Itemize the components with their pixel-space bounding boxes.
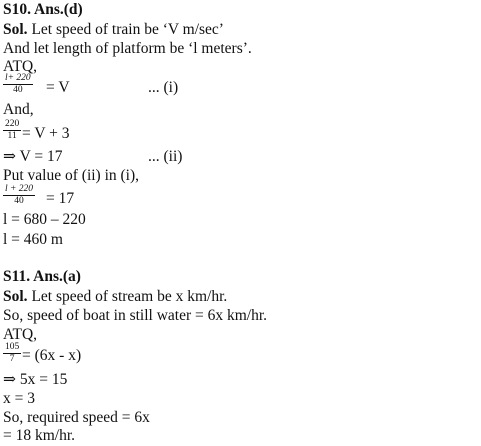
s10-fraction-1: $\frac{l+ 220}{40}$ — [5, 73, 31, 95]
s11-x-line: x = 3 — [3, 390, 35, 407]
s10-tag-1: ... (i) — [148, 79, 179, 96]
s10-fraction-3-rhs: = 17 — [46, 190, 75, 207]
s11-answer-line: = 18 km/hr. — [3, 427, 76, 444]
s10-line2: And let length of platform be ‘l meters’. — [3, 40, 252, 57]
s11-atq: ATQ, — [3, 326, 38, 343]
s10-sol-line: Sol. Let speed of train be ‘V m/sec’ — [3, 21, 224, 38]
s10-and: And, — [3, 101, 34, 118]
s10-v-line: ⇒ V = 17 — [3, 148, 63, 165]
sol-label: Sol. — [3, 21, 28, 38]
s10-l-line-1: l = 680 – 220 — [3, 211, 86, 228]
s11-fraction-rhs: = (6x - x) — [22, 347, 82, 364]
s10-fraction-2: $\frac{220}{11}$ — [5, 119, 20, 141]
s11-required-line: So, required speed = 6x — [3, 409, 150, 426]
s10-tag-2: ... (ii) — [148, 148, 183, 165]
s10-put-line: Put value of (ii) in (i), — [3, 167, 140, 184]
s11-line2: So, speed of boat in still water = 6x km/hr. — [3, 307, 268, 324]
s10-l-line-2: l = 460 m — [3, 231, 63, 248]
s11-heading: S11. Ans.(a) — [3, 268, 81, 285]
s11-sol-line: Sol. Let speed of stream be x km/hr. — [3, 288, 228, 305]
s11-5x-line: ⇒ 5x = 15 — [3, 371, 68, 388]
s10-fraction-2-rhs: = V + 3 — [22, 125, 70, 142]
sol-label: Sol. — [3, 288, 28, 305]
s11-fraction: $\frac{105}{7}$ — [5, 342, 20, 364]
s10-fraction-3: $\frac{l + 220}{40}$ — [5, 184, 34, 206]
s10-fraction-1-rhs: = V — [46, 79, 70, 96]
s10-heading: S10. Ans.(d) — [3, 1, 83, 18]
s10-atq: ATQ, — [3, 58, 38, 75]
